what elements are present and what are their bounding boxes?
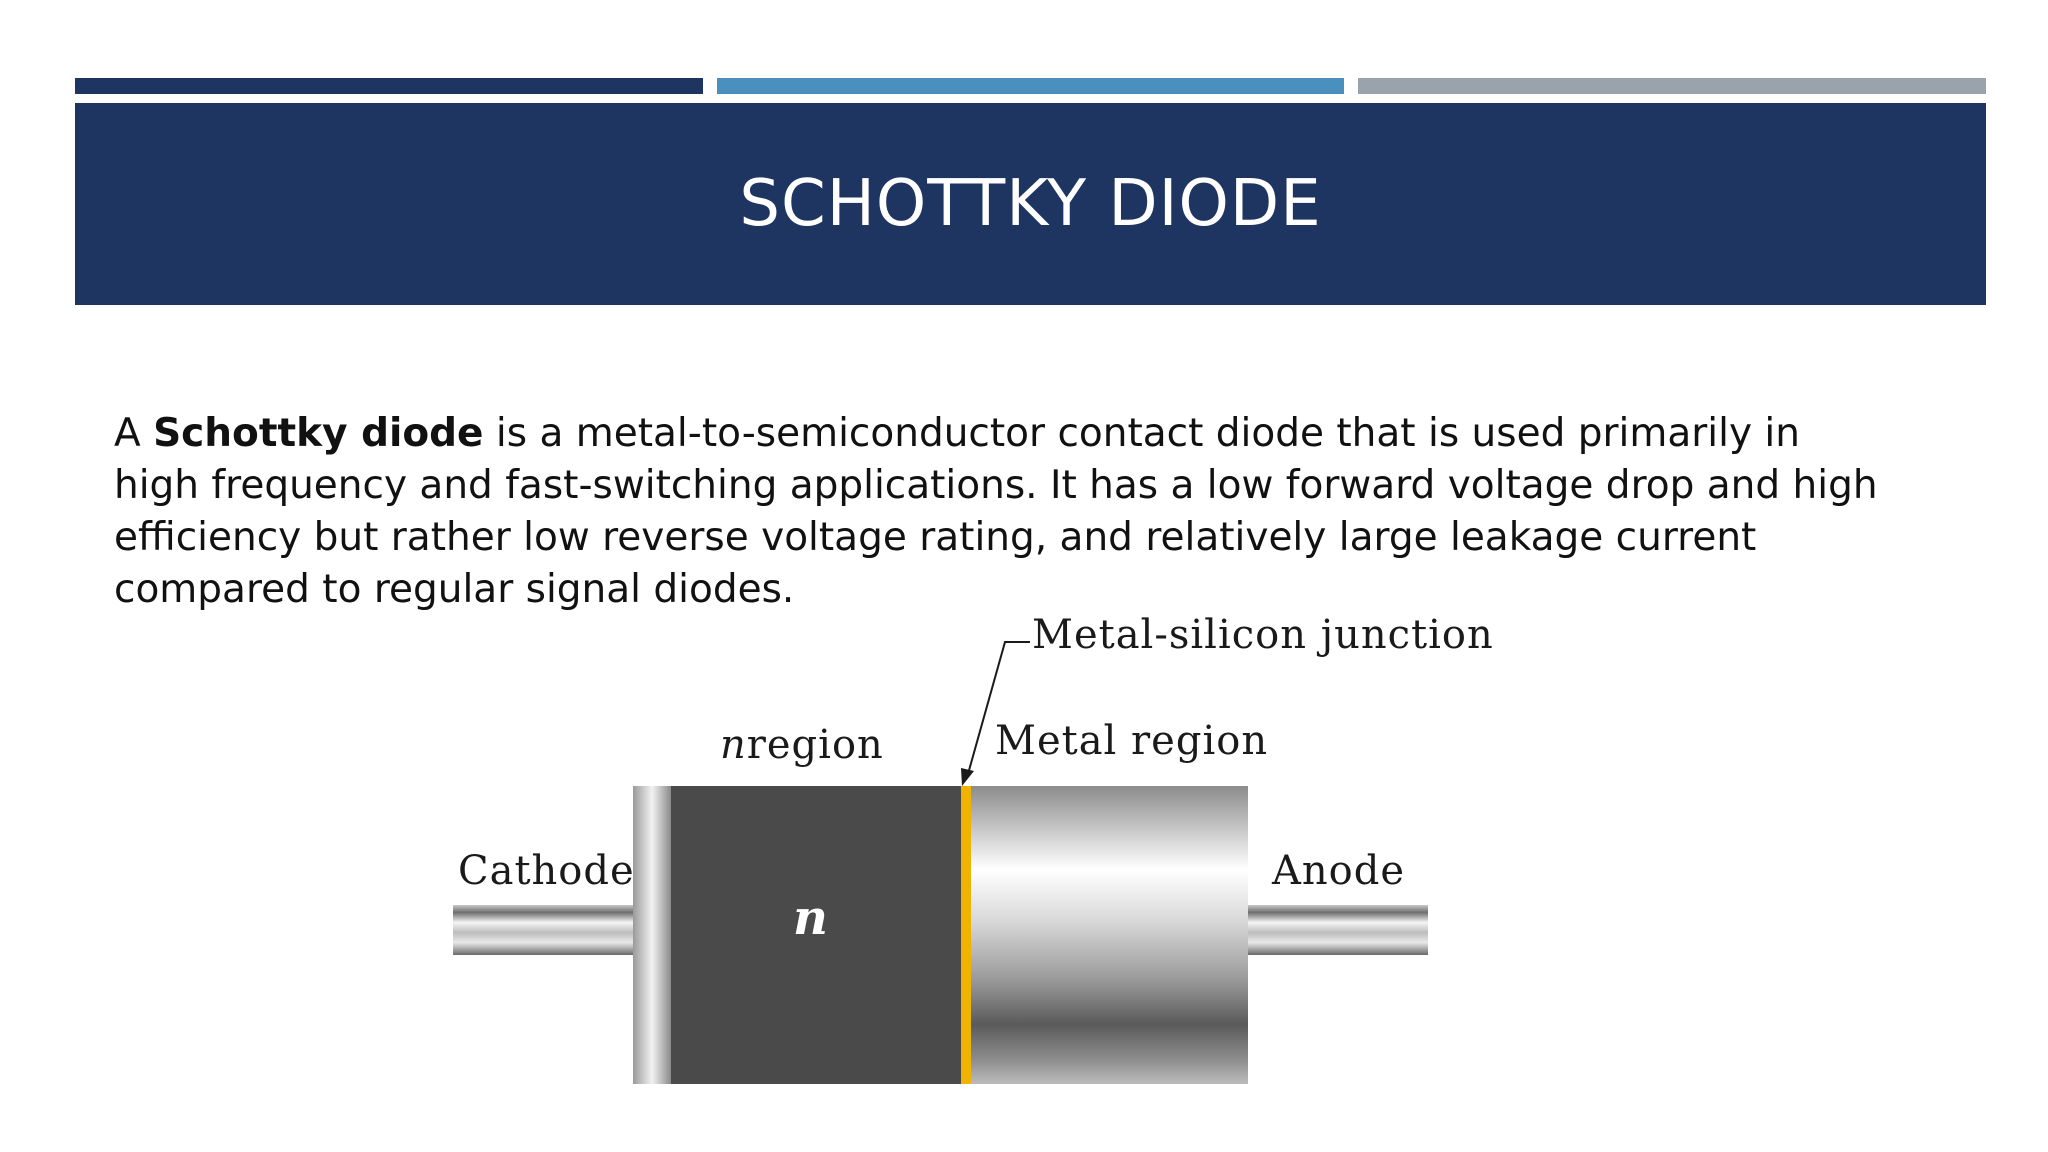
junction-layer bbox=[961, 786, 971, 1084]
accent-bar-gray bbox=[1358, 78, 1986, 94]
slide-title: SCHOTTKY DIODE bbox=[739, 167, 1322, 241]
junction-label: Metal-silicon junction bbox=[1032, 612, 1494, 658]
cathode-label: Cathode bbox=[458, 848, 635, 894]
body-text: is a metal-to-semiconductor contact diode that is used primarily in high frequency and fast-switching applications. It has a low forward voltage drop and high efficiency but rather low reverse voltage rating, and relatively large leakage current compared to regular signal diodes. bbox=[114, 411, 1878, 612]
junction-arrowhead bbox=[961, 768, 974, 786]
schottky-diode-diagram bbox=[440, 600, 1494, 1100]
accent-bar-blue bbox=[717, 78, 1344, 94]
cathode-end-cap bbox=[633, 786, 671, 1084]
n-type-symbol: n bbox=[793, 890, 829, 946]
n-region-suffix: region bbox=[746, 722, 884, 768]
anode-lead bbox=[1248, 905, 1428, 955]
n-region-italic: n bbox=[720, 722, 747, 768]
metal-region-block bbox=[971, 786, 1248, 1084]
body-prefix: A bbox=[114, 411, 154, 456]
title-banner bbox=[75, 103, 1986, 305]
body-paragraph bbox=[114, 408, 1894, 616]
metal-region-label: Metal region bbox=[995, 718, 1269, 764]
anode-label: Anode bbox=[1272, 848, 1406, 894]
n-region-label bbox=[720, 722, 884, 768]
cathode-lead bbox=[453, 905, 633, 955]
body-bold-term: Schottky diode bbox=[153, 411, 484, 456]
accent-bar-navy bbox=[75, 78, 703, 94]
